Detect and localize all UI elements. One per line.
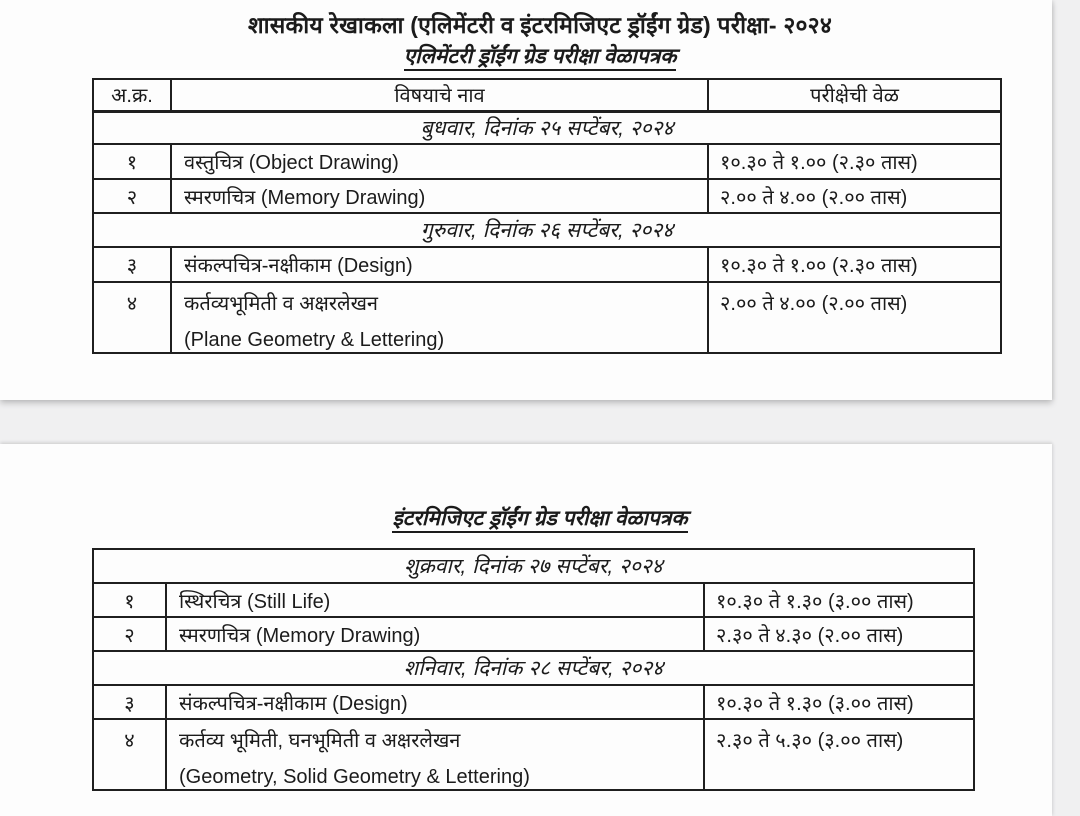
time-cell: १०.३० ते १.०० (२.३० तास) bbox=[708, 247, 1001, 282]
time-cell: २.३० ते ४.३० (२.०० तास) bbox=[704, 617, 974, 651]
intermediate-timetable-heading: इंटरमिजिएट ड्रॉईंग ग्रेड परीक्षा वेळापत्रक bbox=[0, 504, 1080, 532]
time-cell: २.०० ते ४.०० (२.०० तास) bbox=[708, 179, 1001, 213]
subject-line-english: (Geometry, Solid Geometry & Lettering) bbox=[179, 766, 530, 788]
header-cell-sr: अ.क्र. bbox=[93, 79, 171, 111]
subject-line-marathi: कर्तव्य भूमिती, घनभूमिती व अक्षरलेखन bbox=[179, 730, 461, 752]
table-row bbox=[93, 583, 974, 617]
subject-cell: स्मरणचित्र (Memory Drawing) bbox=[171, 179, 708, 213]
elementary-timetable-heading: एलिमेंटरी ड्रॉईंग ग्रेड परीक्षा वेळापत्रक bbox=[0, 42, 1080, 70]
sr-cell: १ bbox=[93, 144, 171, 179]
sr-cell: ४ bbox=[93, 719, 166, 790]
time-cell: २.०० ते ४.०० (२.०० तास) bbox=[708, 282, 1001, 353]
sr-cell: २ bbox=[93, 179, 171, 213]
time-cell: १०.३० ते १.३० (३.०० तास) bbox=[704, 685, 974, 719]
sr-cell: ३ bbox=[93, 247, 171, 282]
date-cell: बुधवार, दिनांक २५ सप्टेंबर, २०२४ bbox=[93, 111, 1001, 144]
date-row bbox=[93, 213, 1001, 247]
subject-cell bbox=[171, 282, 708, 353]
subject-cell bbox=[166, 719, 704, 790]
date-cell: शुक्रवार, दिनांक २७ सप्टेंबर, २०२४ bbox=[93, 549, 974, 583]
header-row bbox=[93, 79, 1001, 111]
header-cell-subject: विषयाचे नाव bbox=[171, 79, 708, 111]
subject-cell: वस्तुचित्र (Object Drawing) bbox=[171, 144, 708, 179]
date-row bbox=[93, 549, 974, 583]
date-cell: शनिवार, दिनांक २८ सप्टेंबर, २०२४ bbox=[93, 651, 974, 685]
sr-cell: ४ bbox=[93, 282, 171, 353]
header-cell-time: परीक्षेची वेळ bbox=[708, 79, 1001, 111]
subject-cell: स्मरणचित्र (Memory Drawing) bbox=[166, 617, 704, 651]
table-row bbox=[93, 144, 1001, 179]
sr-cell: २ bbox=[93, 617, 166, 651]
date-cell: गुरुवार, दिनांक २६ सप्टेंबर, २०२४ bbox=[93, 213, 1001, 247]
intermediate-timetable-table bbox=[92, 548, 975, 791]
time-cell: २.३० ते ५.३० (३.०० तास) bbox=[704, 719, 974, 790]
table-row bbox=[93, 685, 974, 719]
sr-cell: १ bbox=[93, 583, 166, 617]
subject-line-english: (Plane Geometry & Lettering) bbox=[184, 329, 445, 351]
table-row bbox=[93, 282, 1001, 353]
date-row bbox=[93, 651, 974, 685]
time-cell: १०.३० ते १.३० (३.०० तास) bbox=[704, 583, 974, 617]
table-row bbox=[93, 719, 974, 790]
subject-cell: स्थिरचित्र (Still Life) bbox=[166, 583, 704, 617]
sr-cell: ३ bbox=[93, 685, 166, 719]
elementary-timetable-table bbox=[92, 78, 1002, 354]
subject-line-marathi: कर्तव्यभूमिती व अक्षरलेखन bbox=[184, 293, 379, 315]
date-row bbox=[93, 111, 1001, 144]
page-title: शासकीय रेखाकला (एलिमेंटरी व इंटरमिजिएट ड्रॉईंग ग्रेड) परीक्षा- २०२४ bbox=[248, 12, 832, 38]
subject-cell: संकल्पचित्र-नक्षीकाम (Design) bbox=[166, 685, 704, 719]
table-row bbox=[93, 617, 974, 651]
table-row bbox=[93, 179, 1001, 213]
table-row bbox=[93, 247, 1001, 282]
subject-cell: संकल्पचित्र-नक्षीकाम (Design) bbox=[171, 247, 708, 282]
time-cell: १०.३० ते १.०० (२.३० तास) bbox=[708, 144, 1001, 179]
